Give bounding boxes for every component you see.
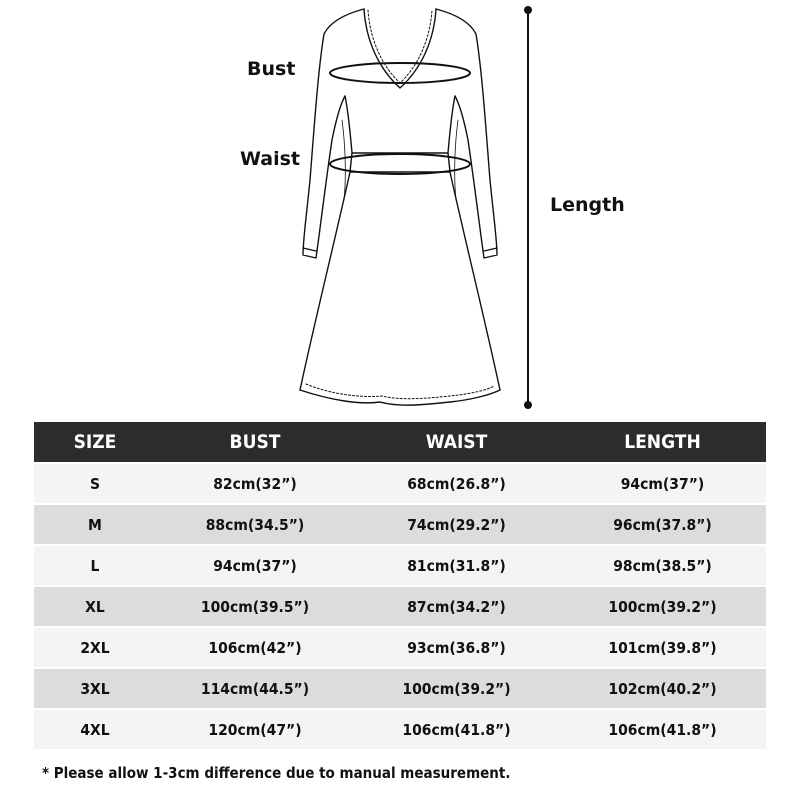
header-waist: WAIST	[354, 422, 559, 462]
cell-size: XL	[34, 585, 156, 626]
cell-waist: 81cm(31.8”)	[354, 544, 559, 585]
header-bust: BUST	[156, 422, 354, 462]
cell-size: L	[34, 544, 156, 585]
cell-size: S	[34, 462, 156, 503]
cell-bust: 82cm(32”)	[156, 462, 354, 503]
cell-waist: 100cm(39.2”)	[354, 667, 559, 708]
cell-bust: 94cm(37”)	[156, 544, 354, 585]
cell-waist: 68cm(26.8”)	[354, 462, 559, 503]
cell-waist: 87cm(34.2”)	[354, 585, 559, 626]
table-row	[34, 544, 766, 585]
cell-length: 106cm(41.8”)	[559, 708, 766, 749]
table-row	[34, 503, 766, 544]
length-label: Length	[550, 194, 625, 216]
cell-size: 3XL	[34, 667, 156, 708]
cell-waist: 74cm(29.2”)	[354, 503, 559, 544]
size-chart-table	[34, 422, 766, 749]
table-header-row	[34, 422, 766, 462]
cell-length: 94cm(37”)	[559, 462, 766, 503]
length-measure-line	[518, 0, 538, 415]
cell-size: 2XL	[34, 626, 156, 667]
dress-outline-icon	[290, 0, 510, 415]
cell-length: 101cm(39.8”)	[559, 626, 766, 667]
table-row	[34, 708, 766, 749]
table-row	[34, 626, 766, 667]
cell-waist: 93cm(36.8”)	[354, 626, 559, 667]
header-length: LENGTH	[559, 422, 766, 462]
cell-length: 102cm(40.2”)	[559, 667, 766, 708]
table-row	[34, 462, 766, 503]
cell-waist: 106cm(41.8”)	[354, 708, 559, 749]
cell-bust: 100cm(39.5”)	[156, 585, 354, 626]
cell-size: 4XL	[34, 708, 156, 749]
cell-bust: 120cm(47”)	[156, 708, 354, 749]
cell-bust: 88cm(34.5”)	[156, 503, 354, 544]
cell-length: 96cm(37.8”)	[559, 503, 766, 544]
waist-label: Waist	[240, 148, 301, 170]
cell-bust: 106cm(42”)	[156, 626, 354, 667]
cell-length: 98cm(38.5”)	[559, 544, 766, 585]
header-size: SIZE	[34, 422, 156, 462]
cell-size: M	[34, 503, 156, 544]
bust-label: Bust	[247, 58, 296, 80]
cell-bust: 114cm(44.5”)	[156, 667, 354, 708]
cell-length: 100cm(39.2”)	[559, 585, 766, 626]
table-row	[34, 667, 766, 708]
measurement-footnote: * Please allow 1-3cm difference due to manual measurement.	[42, 764, 511, 782]
table-row	[34, 585, 766, 626]
